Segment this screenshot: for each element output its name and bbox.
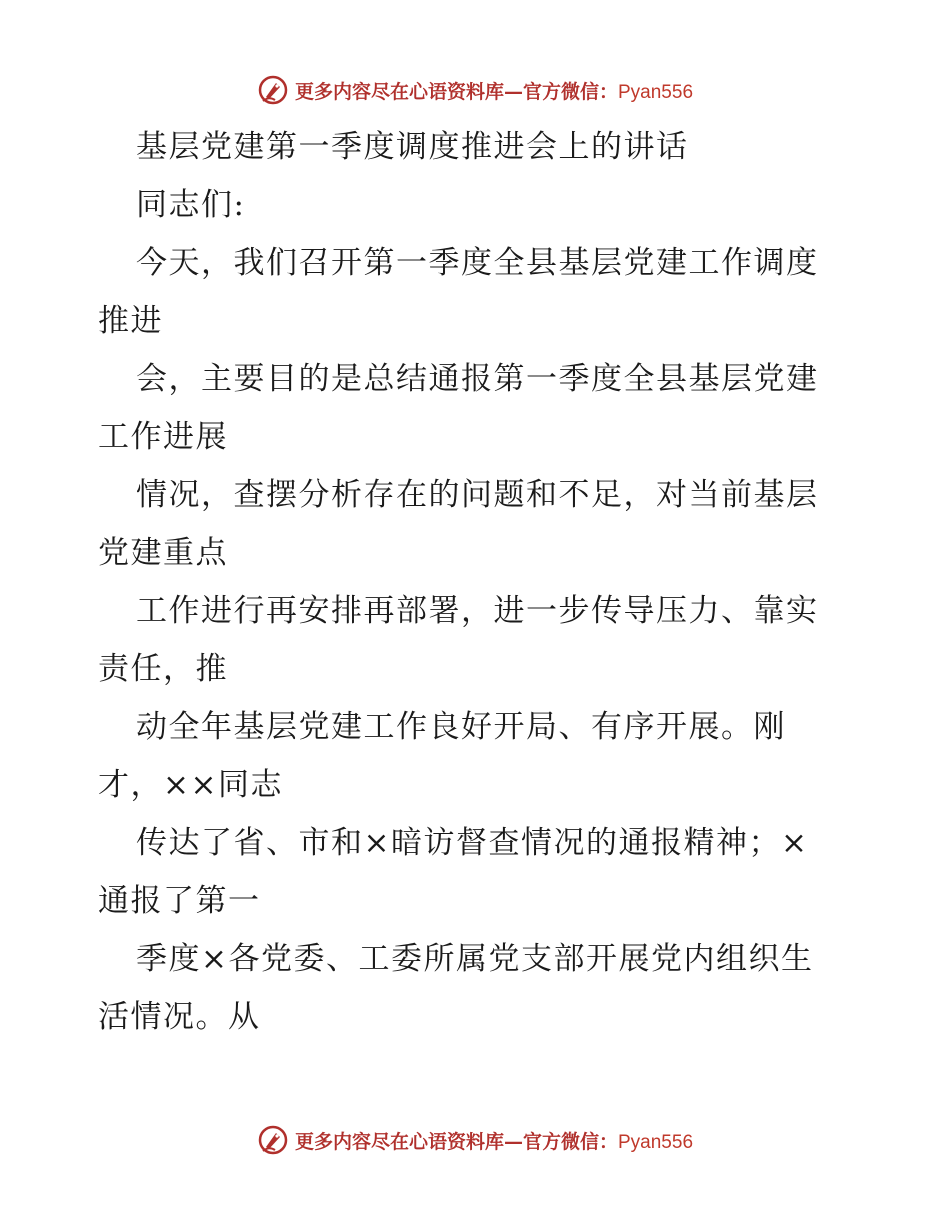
- pen-nib-logo-icon: [257, 1124, 289, 1156]
- pen-nib-logo-icon: [257, 74, 289, 106]
- watermark-label: 更多内容尽在心语资料库—官方微信：: [294, 80, 618, 103]
- salutation: 同志们:: [136, 187, 246, 223]
- header-watermark-banner: [0, 70, 950, 110]
- text-line: 传达了省、市和×暗访督查情况的通报精神；×: [136, 825, 809, 861]
- text-line: 季度×各党委、工委所属党支部开展党内组织生: [136, 941, 814, 977]
- text-line: 责任，推: [98, 651, 228, 687]
- watermark-text: [295, 1127, 693, 1154]
- watermark-label: 更多内容尽在心语资料库—官方微信：: [294, 1130, 618, 1153]
- text-line: 才，××同志: [98, 767, 283, 803]
- text-line: 通报了第一: [98, 883, 261, 919]
- text-line: 党建重点: [98, 535, 228, 571]
- footer-watermark-banner: [0, 1120, 950, 1160]
- text-line: 动全年基层党建工作良好开局、有序开展。刚: [136, 709, 786, 745]
- text-line: 情况，查摆分析存在的问题和不足，对当前基层: [136, 477, 819, 513]
- text-line: 会，主要目的是总结通报第一季度全县基层党建: [136, 361, 819, 397]
- text-line: 工作进展: [98, 419, 228, 455]
- document-title: 基层党建第一季度调度推进会上的讲话: [136, 129, 689, 165]
- wechat-id: Pyan556: [618, 81, 694, 103]
- wechat-id: Pyan556: [618, 1131, 694, 1153]
- text-line: 工作进行再安排再部署，进一步传导压力、靠实: [136, 593, 819, 629]
- document-body: [98, 118, 858, 1046]
- text-line: 今天，我们召开第一季度全县基层党建工作调度: [136, 245, 819, 281]
- text-line: 活情况。从: [98, 999, 261, 1035]
- watermark-text: [295, 77, 693, 104]
- text-line: 推进: [98, 303, 163, 339]
